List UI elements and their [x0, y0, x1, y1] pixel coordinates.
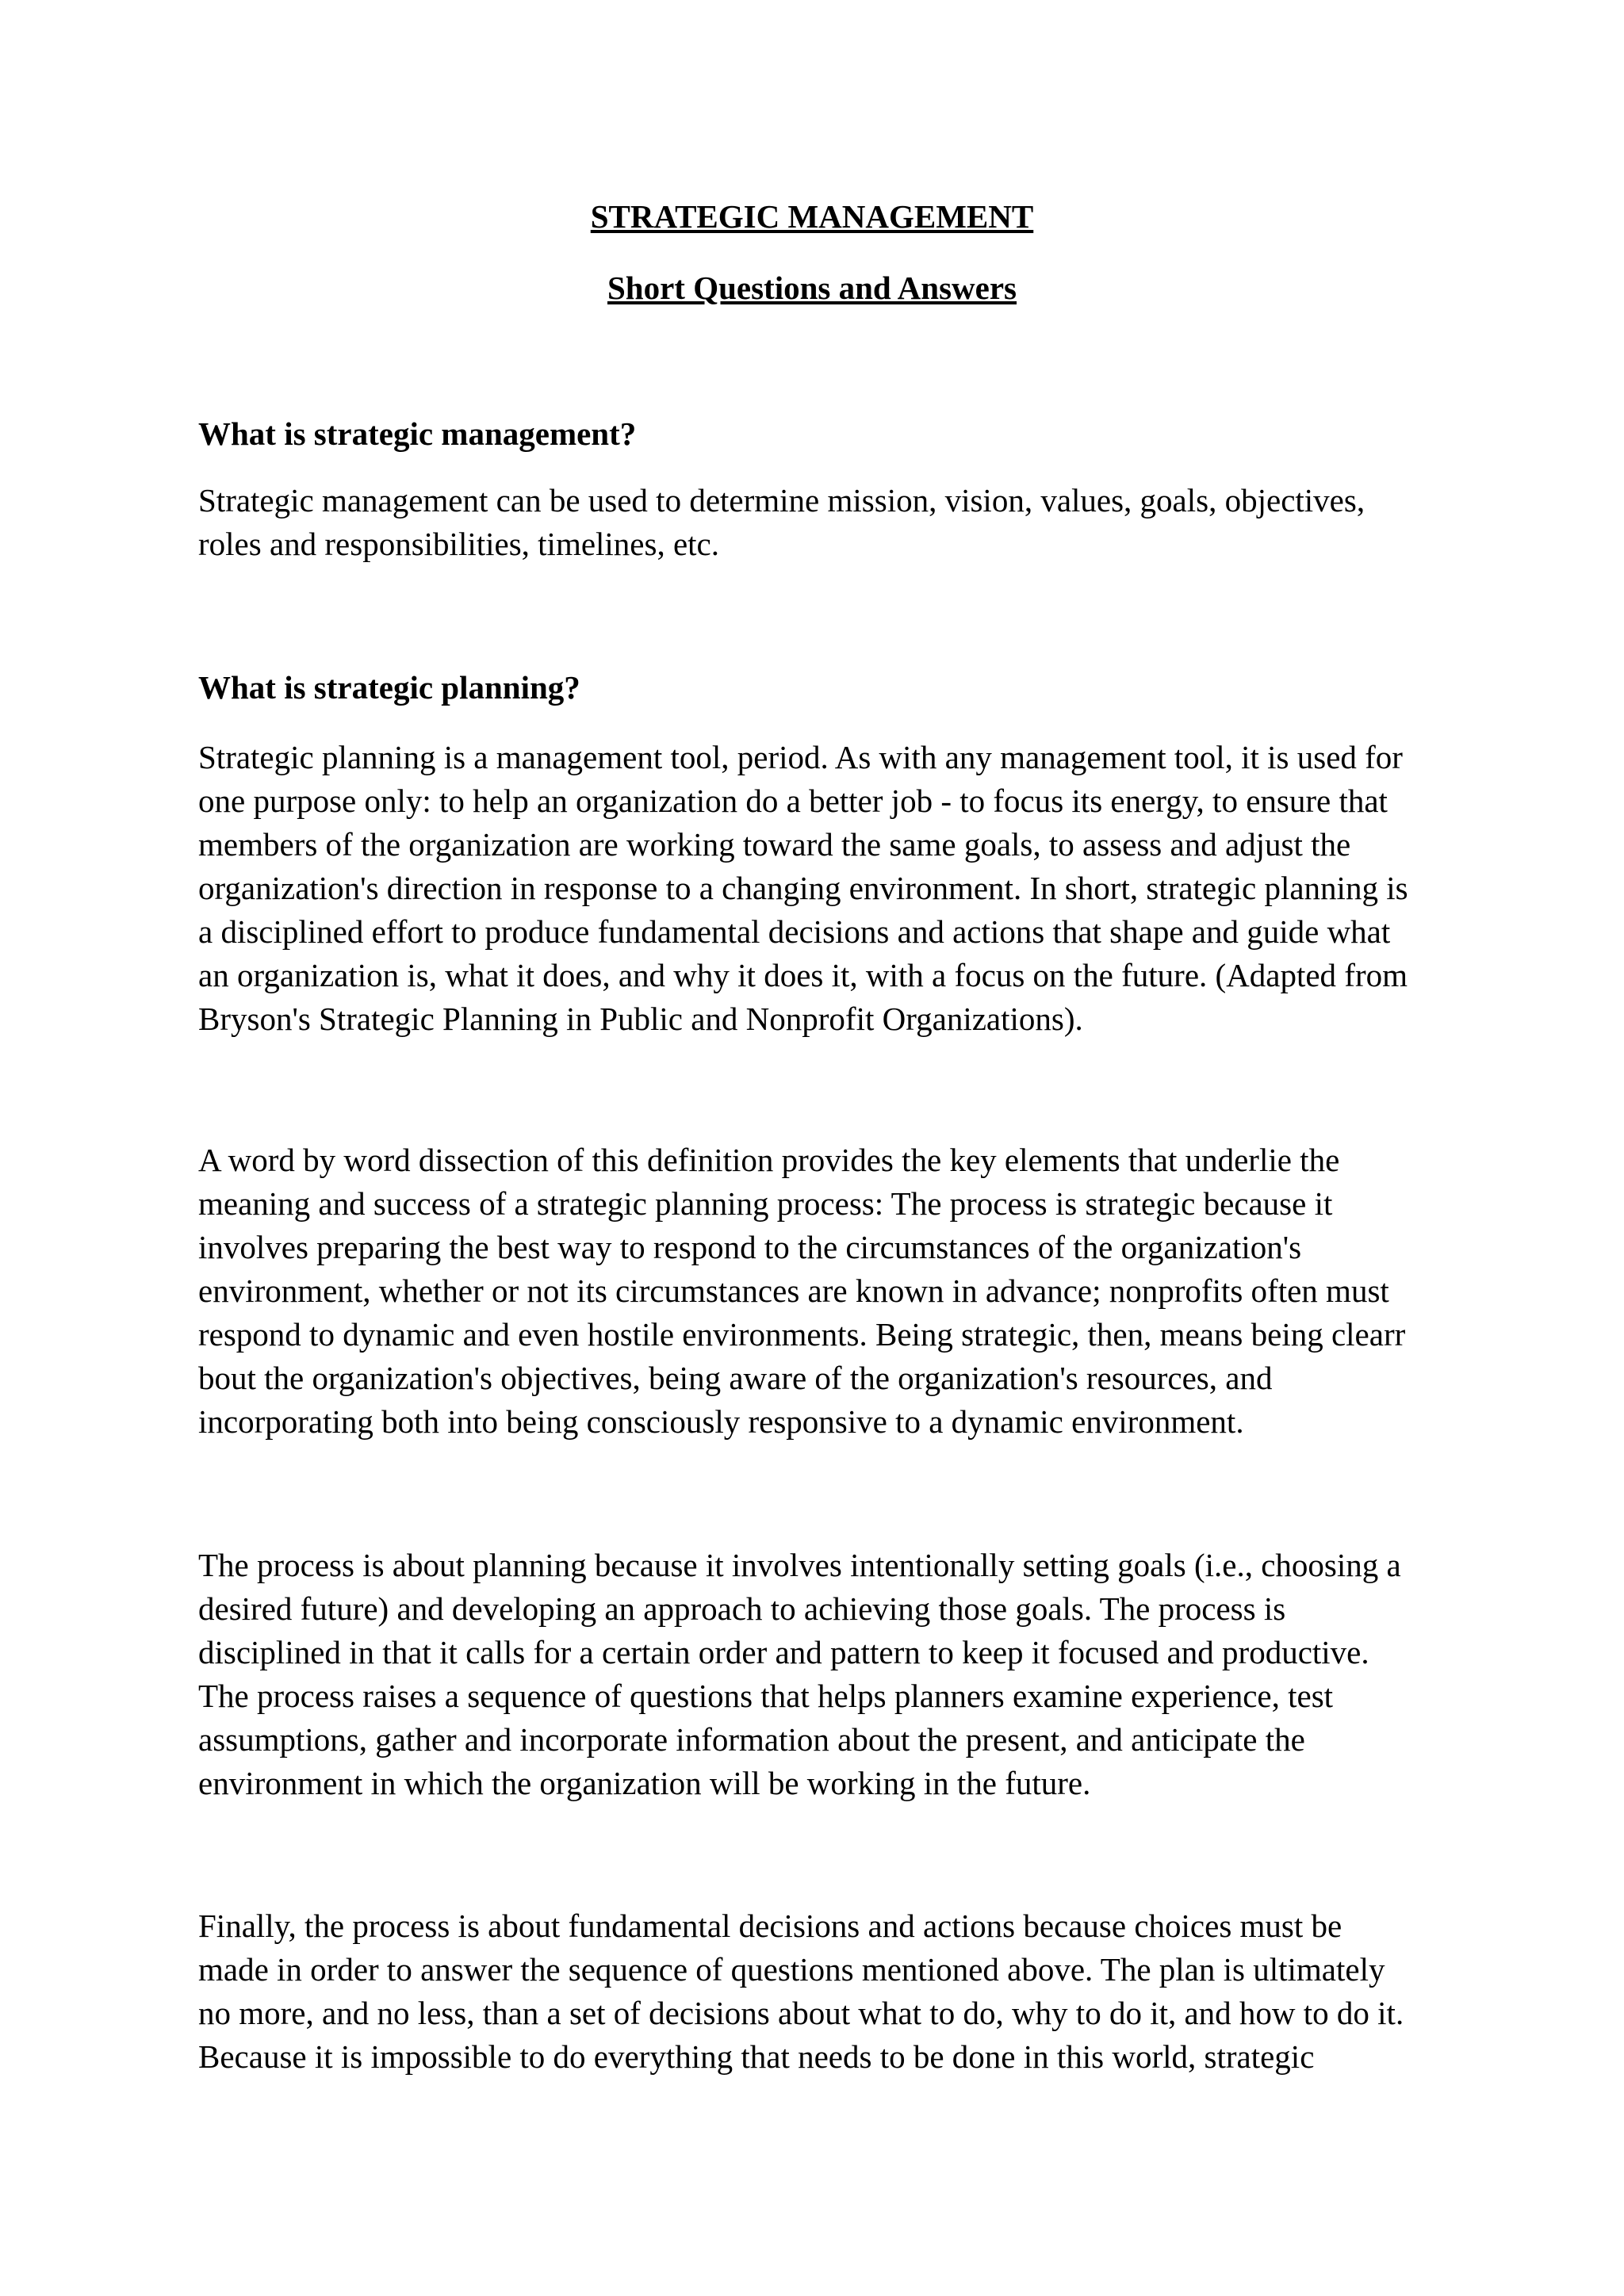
text-line: meaning and success of a strategic planning process: The process is strategic because it [198, 1185, 1333, 1222]
text-line: Strategic management can be used to determine mission, vision, values, goals, objectives, [198, 482, 1365, 519]
text-line: environment in which the organization will be working in the future. [198, 1765, 1091, 1801]
text-line: respond to dynamic and even hostile environments. Being strategic, then, means being clearr [198, 1316, 1406, 1353]
text-line: involves preparing the best way to respond to the circumstances of the organization's [198, 1229, 1302, 1265]
question-strategic-management: What is strategic management? [198, 415, 637, 452]
text-line: disciplined in that it calls for a certain order and pattern to keep it focused and productive. [198, 1634, 1369, 1670]
text-line: one purpose only: to help an organization do a better job - to focus its energy, to ensure that [198, 783, 1388, 819]
answer-strategic-planning [198, 736, 1435, 1041]
text-line: made in order to answer the sequence of questions mentioned above. The plan is ultimately [198, 1951, 1385, 1988]
text-line: bout the organization's objectives, being aware of the organization's resources, and [198, 1360, 1273, 1396]
text-line: Finally, the process is about fundamental decisions and actions because choices must be [198, 1908, 1342, 1944]
text-line: desired future) and developing an approach to achieving those goals. The process is [198, 1590, 1286, 1627]
text-line: no more, and no less, than a set of decisions about what to do, why to do it, and how to do it. [198, 1995, 1404, 2031]
paragraph-planning-process [198, 1544, 1435, 1805]
text-line: Because it is impossible to do everything that needs to be done in this world, strategic [198, 2038, 1315, 2075]
text-line: Bryson's Strategic Planning in Public and Nonprofit Organizations). [198, 1001, 1083, 1037]
paragraph-fundamental-decisions [198, 1904, 1435, 2079]
text-line: Strategic planning is a management tool, period. As with any management tool, it is used for [198, 739, 1403, 775]
text-line: incorporating both into being consciously responsive to a dynamic environment. [198, 1403, 1244, 1440]
text-line: members of the organization are working toward the same goals, to assess and adjust the [198, 826, 1351, 863]
text-line: organization's direction in response to a changing environment. In short, strategic planning is [198, 870, 1408, 906]
answer-strategic-management [198, 479, 1435, 566]
document-title: STRATEGIC MANAGEMENT [590, 198, 1034, 235]
text-line: assumptions, gather and incorporate information about the present, and anticipate the [198, 1721, 1305, 1758]
document-subtitle: Short Questions and Answers [607, 270, 1017, 306]
text-line: an organization is, what it does, and why it does it, with a focus on the future. (Adapted from [198, 957, 1408, 993]
text-line: environment, whether or not its circumstances are known in advance; nonprofits often must [198, 1272, 1389, 1309]
question-strategic-planning: What is strategic planning? [198, 669, 580, 706]
text-line: a disciplined effort to produce fundamental decisions and actions that shape and guide what [198, 913, 1391, 950]
paragraph-definition-dissection [198, 1138, 1435, 1444]
text-line: A word by word dissection of this definition provides the key elements that underlie the [198, 1142, 1340, 1178]
text-line: The process raises a sequence of questions that helps planners examine experience, test [198, 1678, 1334, 1714]
text-line: The process is about planning because it involves intentionally setting goals (i.e., choosing a [198, 1547, 1401, 1583]
text-line: roles and responsibilities, timelines, etc. [198, 526, 720, 562]
